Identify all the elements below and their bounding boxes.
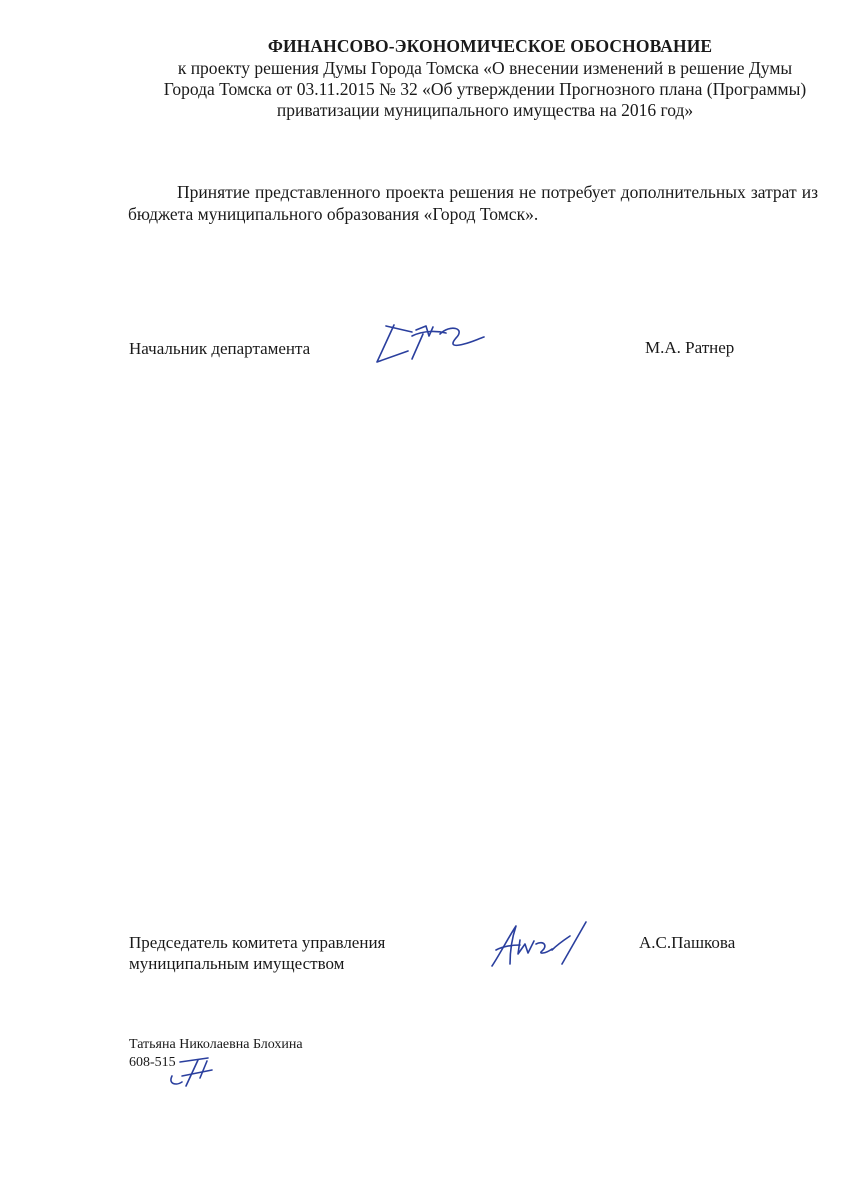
signer-1-position: Начальник департамента [129,339,311,358]
executor-phone: 608-515 [129,1055,176,1070]
signature-1-stroke [440,328,484,345]
signature-2-image [488,918,598,970]
signature-2-stroke [496,945,520,950]
executor-initials-stroke [200,1061,207,1078]
body-paragraph: Принятие представленного проекта решения не потребует дополнительных затрат из бюджета муниципального образования «Город Томск». [128,182,818,224]
signature-1-image [368,318,493,368]
executor-name: Татьяна Николаевна Блохина [129,1037,303,1052]
signer-2-position-line: муниципальным имуществом [129,954,345,973]
signer-2-position [129,932,385,974]
executor-initials-stroke [180,1058,208,1062]
signer-2-position-line: Председатель комитета управления [129,933,386,952]
executor-initials-stroke [171,1076,182,1084]
signature-1-stroke [386,326,412,332]
signature-2-stroke [536,943,552,953]
subtitle-line: Города Томска от 03.11.2015 № 32 «Об утверждении Прогнозного плана (Программы) [163,79,807,99]
document-subtitle [140,58,830,121]
subtitle-line: приватизации муниципального имущества на 2016 год» [276,100,694,120]
executor-initials-image [160,1052,220,1090]
document-title: ФИНАНСОВО-ЭКОНОМИЧЕСКОЕ ОБОСНОВАНИЕ [267,36,713,56]
signer-2-name: А.С.Пашкова [639,933,736,952]
subtitle-line: к проекту решения Думы Города Томска «О внесении изменений в решение Думы [177,58,793,78]
signature-1-stroke [412,334,423,359]
signature-2-stroke [518,940,534,954]
signature-2-stroke [552,936,570,950]
signature-2-stroke [562,922,586,964]
signer-1-name: М.А. Ратнер [645,338,735,357]
executor-initials-stroke [182,1070,212,1076]
